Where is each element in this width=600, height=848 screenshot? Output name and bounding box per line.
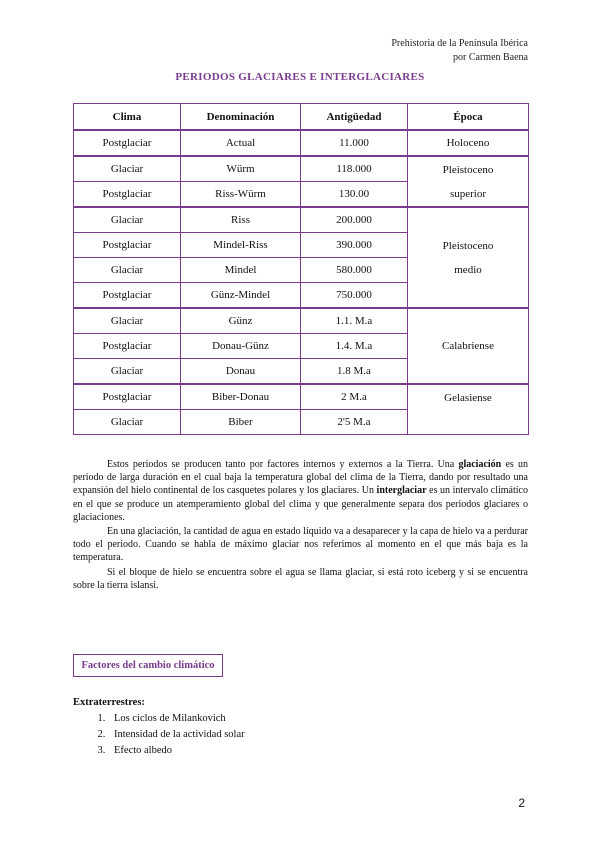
- cell-antiguedad: 1.4. M.a: [301, 334, 408, 359]
- header-denominacion: Denominación: [181, 104, 301, 131]
- cell-denominacion: Günz: [181, 308, 301, 334]
- header-epoca: Época: [408, 104, 529, 131]
- cell-clima: Glaciar: [74, 207, 181, 233]
- page-number: 2: [518, 796, 525, 810]
- cell-clima: Glaciar: [74, 410, 181, 435]
- cell-antiguedad: 1.8 M.a: [301, 359, 408, 385]
- table-row: [74, 308, 529, 334]
- epoch-line: Pleistoceno: [442, 239, 494, 252]
- paragraph-ice-block: Si el bloque de hielo se encuentra sobre el agua se llama glaciar, si está roto iceberg y si se encuentra sobre la tierra islansi.: [73, 566, 528, 591]
- cell-clima: Postglaciar: [74, 334, 181, 359]
- cell-denominacion: Mindel: [181, 258, 301, 283]
- cell-clima: Glaciar: [74, 359, 181, 385]
- header-line-2: por Carmen Baena: [453, 52, 528, 63]
- cell-denominacion: Actual: [181, 130, 301, 156]
- paragraph-definitions: [73, 458, 528, 524]
- cell-clima: Postglaciar: [74, 233, 181, 258]
- cell-clima: Glaciar: [74, 308, 181, 334]
- epoch-line: Pleistoceno: [442, 163, 494, 176]
- cell-antiguedad: 1.1. M.a: [301, 308, 408, 334]
- epoch-line: superior: [449, 187, 487, 200]
- cell-antiguedad: 750.000: [301, 283, 408, 309]
- cell-epoca-gelasiense: Gelasiense: [408, 384, 529, 435]
- cell-clima: Postglaciar: [74, 130, 181, 156]
- table-header-row: [74, 104, 529, 131]
- page-header: [391, 37, 528, 65]
- body-text: [73, 458, 528, 592]
- header-line-1: Prehistoria de la Península Ibérica: [391, 38, 528, 49]
- cell-antiguedad: 390.000: [301, 233, 408, 258]
- term-interglaciar: interglaciar: [376, 485, 427, 497]
- cell-epoca-calabriense: Calabriense: [408, 308, 529, 384]
- header-antiguedad: Antigüedad: [301, 104, 408, 131]
- list-item: 1. Los ciclos de Milankovich: [108, 711, 245, 727]
- paragraph-glaciation: En una glaciación, la cantidad de agua en estado líquido va a desaparecer y la capa de hielo va a perdurar todo el periodo. Cuando se habla de máximo glaciar nos referimos al momento en el que más baja es la temperatura.: [73, 526, 528, 564]
- cell-denominacion: Mindel-Riss: [181, 233, 301, 258]
- cell-epoca-pleistoceno-medio: [408, 207, 529, 308]
- cell-denominacion: Günz-Mindel: [181, 283, 301, 309]
- factors-list: [88, 711, 245, 759]
- cell-clima: Postglaciar: [74, 283, 181, 309]
- cell-antiguedad: 11.000: [301, 130, 408, 156]
- paragraph-text: es un intervalo climático en el que se produce un atemperamiento global del clima y que generalmente separa dos periodos glaciares o glaciaciones.: [73, 485, 528, 523]
- glacial-periods-table: [73, 103, 529, 435]
- cell-clima: Postglaciar: [74, 384, 181, 410]
- list-item: 3. Efecto albedo: [108, 743, 245, 759]
- cell-denominacion: Donau: [181, 359, 301, 385]
- table-row: [74, 384, 529, 410]
- term-glaciacion: glaciación: [458, 459, 502, 470]
- table-row: [74, 207, 529, 233]
- paragraph-text: es un periodo de larga duración en el cual baja la temperatura global del clima de la Tierra, dando por resultado una expansión del hielo continental de los casquetes polares y los glaciares. Un: [73, 459, 528, 497]
- cell-antiguedad: 118.000: [301, 156, 408, 182]
- cell-antiguedad: 200.000: [301, 207, 408, 233]
- cell-denominacion: Riss-Würm: [181, 182, 301, 208]
- section-box-factores: Factores del cambio climático: [73, 654, 223, 677]
- cell-clima: Glaciar: [74, 258, 181, 283]
- extraterrestres-heading: Extraterrestres:: [73, 697, 145, 708]
- cell-denominacion: Biber-Donau: [181, 384, 301, 410]
- cell-clima: Postglaciar: [74, 182, 181, 208]
- table-row: [74, 130, 529, 156]
- cell-denominacion: Riss: [181, 207, 301, 233]
- cell-antiguedad: 130.00: [301, 182, 408, 208]
- cell-denominacion: Donau-Günz: [181, 334, 301, 359]
- document-title: PERIODOS GLACIARES E INTERGLACIARES: [175, 71, 425, 83]
- cell-epoca-holoceno: Holoceno: [408, 130, 529, 156]
- table-row: [74, 156, 529, 182]
- cell-denominacion: Biber: [181, 410, 301, 435]
- cell-denominacion: Würm: [181, 156, 301, 182]
- cell-antiguedad: 2 M.a: [301, 384, 408, 410]
- cell-epoca-pleistoceno-superior: [408, 156, 529, 207]
- cell-clima: Glaciar: [74, 156, 181, 182]
- cell-antiguedad: 580.000: [301, 258, 408, 283]
- paragraph-text: Estos periodos se producen tanto por factores internos y externos a la Tierra. Una: [107, 459, 459, 470]
- epoch-line: medio: [454, 263, 482, 276]
- cell-antiguedad: 2'5 M.a: [301, 410, 408, 435]
- list-item: 2. Intensidad de la actividad solar: [108, 727, 245, 743]
- header-clima: Clima: [74, 104, 181, 131]
